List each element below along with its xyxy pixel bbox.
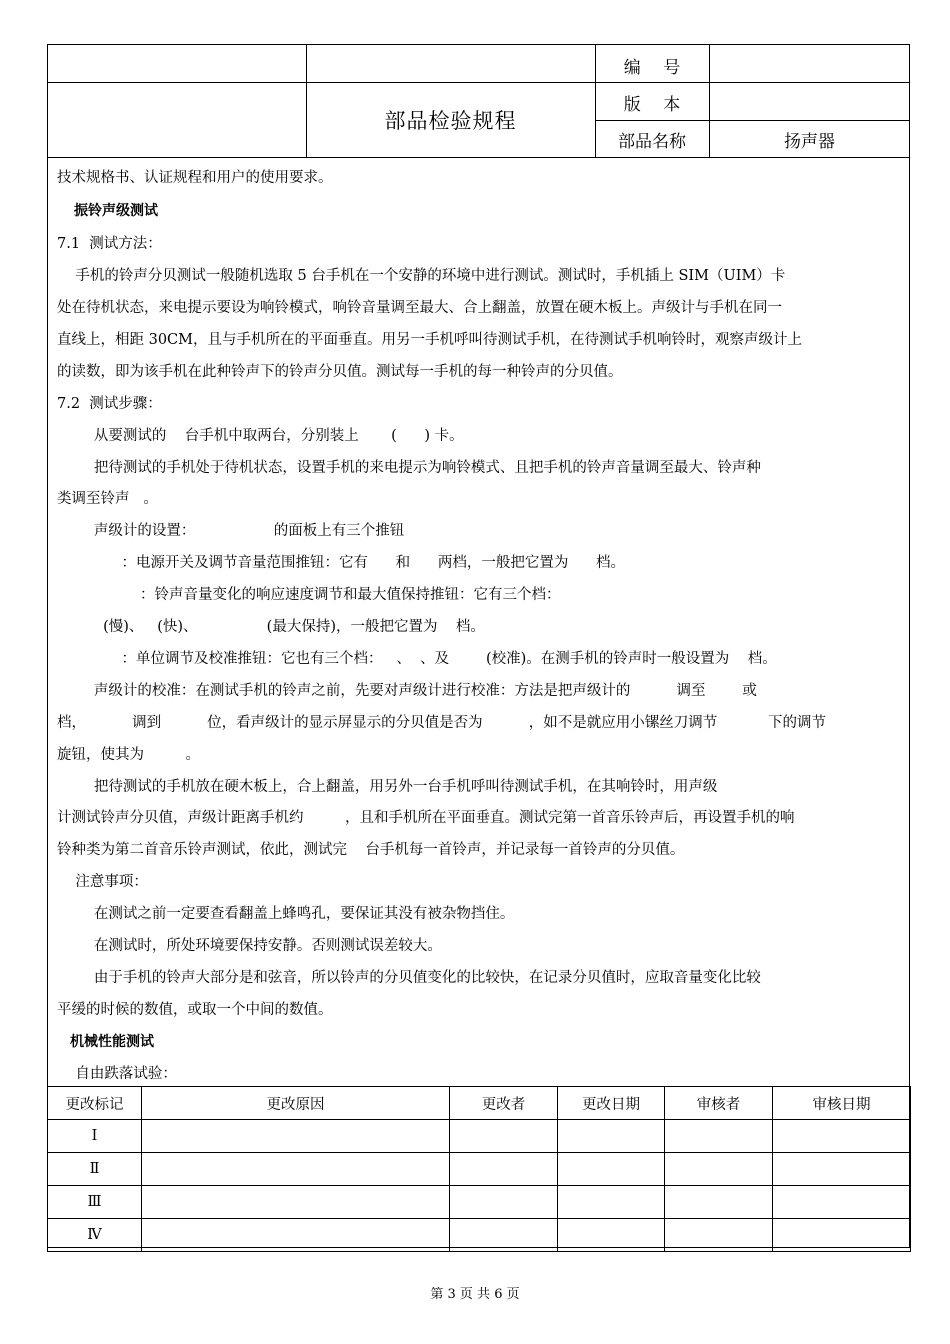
text-line: 把待测试的手机处于待机状态，设置手机的来电提示为响铃模式、且把手机的铃声音量调至最大、铃声种	[57, 460, 761, 476]
text-line: 注意事项：	[57, 874, 148, 890]
text-line: 技术规格书、认证规程和用户的使用要求。	[57, 170, 333, 186]
text-line: 声级计的设置： 的面板上有三个推钮	[57, 523, 405, 539]
text-line: 7.2 测试步骤：	[57, 396, 162, 412]
revision-table	[47, 1086, 911, 1252]
number-value	[709, 48, 910, 82]
revision-mark: Ⅳ	[48, 1219, 142, 1252]
text-line: 平缓的时候的数值，或取一个中间的数值。	[57, 1002, 333, 1018]
text-line: 在测试时，所处环境要保持安静。否则测试误差较大。	[57, 938, 442, 954]
text-line: 计测试铃声分贝值，声级计距离手机约 ，且和手机所在平面垂直。测试完第一首音乐铃声后，再设置手机的响	[57, 810, 795, 826]
text-line: 的读数，即为该手机在此种铃声下的铃声分贝值。测试每一手机的每一种铃声的分贝值。	[57, 364, 623, 380]
revision-mark: Ⅲ	[48, 1186, 142, 1219]
version-label: 版 本	[623, 94, 681, 115]
text-line: 手机的铃声分贝测试一般随机选取 5 台手机在一个安静的环境中进行测试。测试时，手机插上 SIM（UIM）卡	[57, 268, 786, 284]
text-line: (慢)、 (快)、 (最大保持)，一般把它置为 档。	[57, 619, 485, 635]
text-line: 直线上，相距 30CM，且与手机所在的平面垂直。用另一手机呼叫待测试手机，在待测试手机响铃时，观察声级计上	[57, 332, 802, 348]
header-divider	[595, 82, 910, 83]
section-heading: 机械性能测试	[70, 1034, 154, 1050]
text-line: 处在待机状态，来电提示要设为响铃模式，响铃音量调至最大、合上翻盖，放置在硬木板上。声级计与手机在同一	[57, 300, 782, 316]
text-line: 由于手机的铃声大部分是和弦音，所以铃声的分贝值变化的比较快，在记录分贝值时，应取音量变化比较	[57, 970, 761, 986]
text-line: 7.1 测试方法：	[57, 236, 162, 252]
table-row	[48, 1219, 911, 1252]
text-line: 类调至铃声 。	[57, 491, 158, 507]
header-divider	[47, 157, 910, 158]
revision-mark: Ⅱ	[48, 1153, 142, 1186]
text-line: ：铃声音量变化的响应速度调节和最大值保持推钮：它有三个档：	[57, 587, 561, 603]
column-header: 更改标记	[48, 1087, 142, 1120]
text-line: 自由跌落试验：	[57, 1066, 177, 1082]
part-name-value: 扬声器	[784, 131, 835, 152]
part-name-label: 部品名称	[618, 131, 686, 152]
number-label: 编 号	[623, 57, 681, 78]
version-value	[709, 84, 910, 120]
column-header: 审核日期	[773, 1087, 911, 1120]
column-header: 更改日期	[558, 1087, 665, 1120]
text-line: 把待测试的手机放在硬木板上，合上翻盖，用另外一台手机呼叫待测试手机，在其响铃时，用声级	[57, 779, 718, 795]
text-line: 旋钮，使其为 。	[57, 747, 200, 763]
table-header-row	[48, 1087, 911, 1120]
text-line: 在测试之前一定要查看翻盖上蜂鸣孔，要保证其没有被杂物挡住。	[57, 906, 515, 922]
text-line: 从要测试的 台手机中取两台，分别装上 ( ) 卡。	[57, 428, 464, 444]
document-title: 部品检验规程	[384, 108, 517, 133]
table-row	[48, 1186, 911, 1219]
table-row	[48, 1120, 911, 1153]
table-row	[48, 1153, 911, 1186]
text-line: 档， 调到 位，看声级计的显示屏显示的分贝值是否为 ，如不是就应用小镙丝刀调节 下的调节	[57, 715, 826, 731]
revision-mark: Ⅰ	[48, 1120, 142, 1153]
section-heading: 振铃声级测试	[74, 203, 158, 219]
page-footer: 第 3 页 共 6 页	[430, 1287, 520, 1302]
text-line: ：单位调节及校准推钮：它也有三个档： 、 、及 (校准)。在测手机的铃声时一般设置为 档。	[57, 651, 777, 667]
column-header: 更改原因	[142, 1087, 450, 1120]
column-header: 更改者	[450, 1087, 558, 1120]
text-line: 声级计的校准：在测试手机的铃声之前，先要对声级计进行校准：方法是把声级计的 调至 或	[57, 683, 757, 699]
text-line: 铃种类为第二首音乐铃声测试，依此，测试完 台手机每一首铃声，并记录每一首铃声的分贝值。	[57, 842, 685, 858]
column-header: 审核者	[665, 1087, 773, 1120]
text-line: ：电源开关及调节音量范围推钮：它有 和 两档，一般把它置为 档。	[57, 555, 625, 571]
